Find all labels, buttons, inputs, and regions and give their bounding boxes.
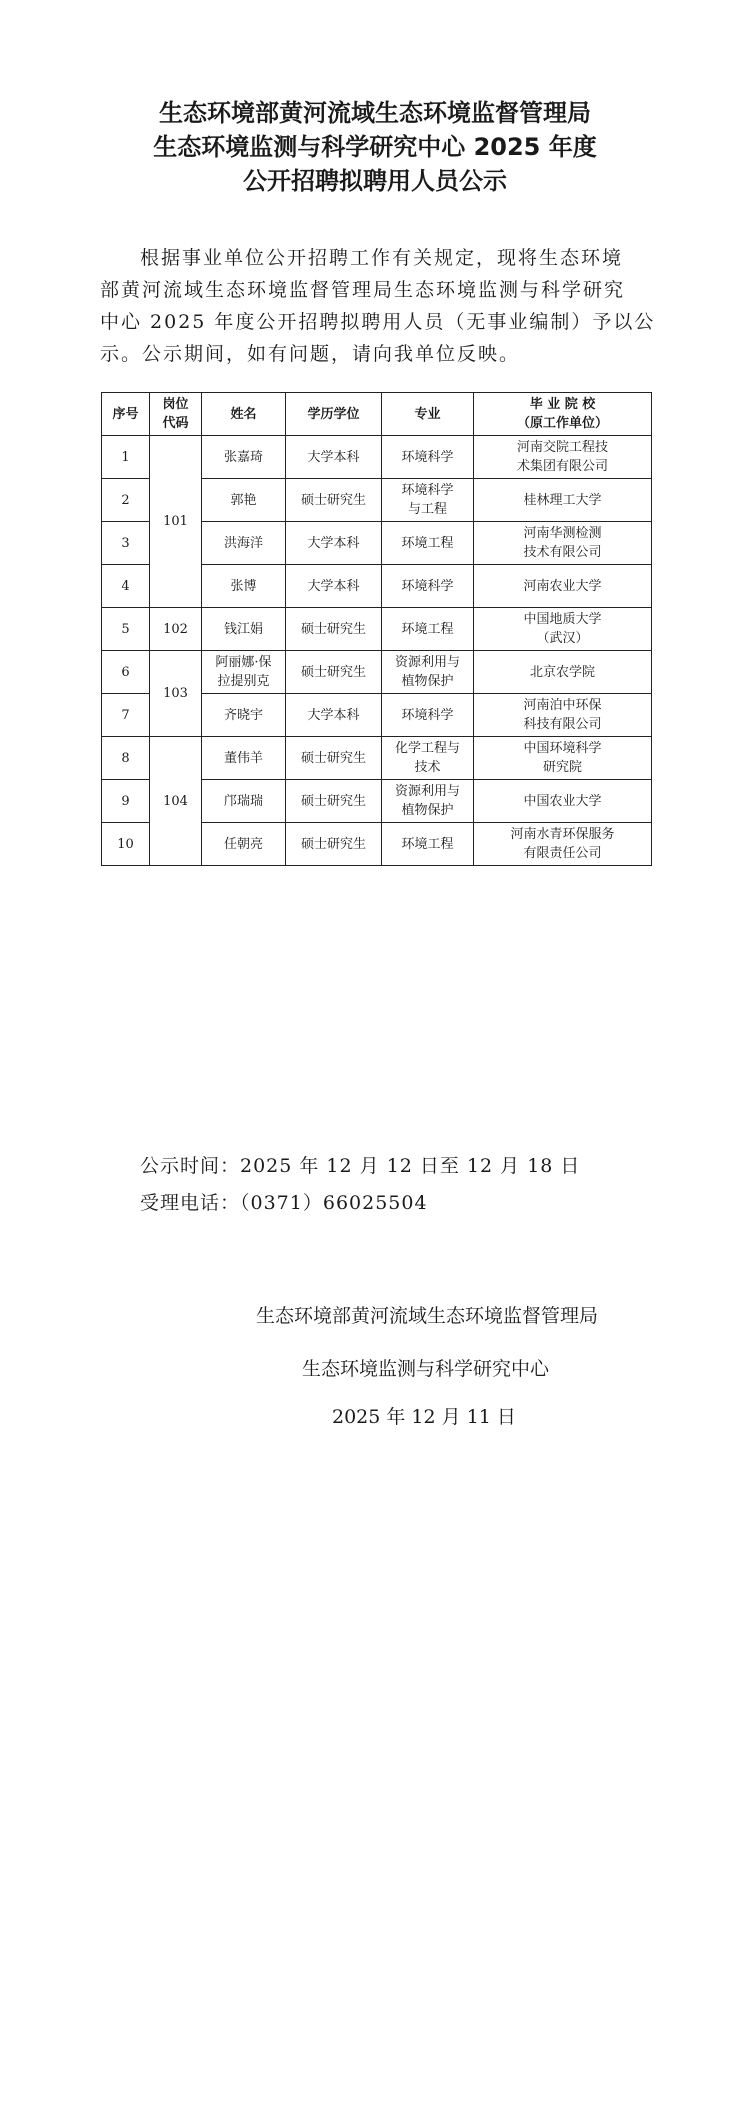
cell-post-text: 102	[163, 621, 188, 637]
cell-major-text: 环境科学	[401, 578, 454, 594]
cell-degree	[286, 522, 382, 565]
cell-post-text: 103	[163, 686, 188, 701]
cell-degree	[286, 694, 382, 737]
cell-seq-text: 2	[121, 492, 130, 508]
cell-major	[382, 565, 474, 608]
cell-seq-text: 10	[117, 836, 134, 852]
cell-school-text: 河南农业大学	[523, 578, 602, 594]
cell-seq-text: 4	[121, 578, 130, 594]
intro-line-1: 根据事业单位公开招聘工作有关规定，现将生态环境	[140, 247, 624, 269]
cell-major	[382, 436, 474, 479]
cell-seq	[102, 651, 150, 694]
cell-name-text: 洪海洋	[223, 535, 263, 551]
cell-name-text: 董伟羊	[223, 750, 263, 766]
cell-post	[150, 436, 202, 608]
cell-school-text: 北京农学院	[529, 664, 595, 680]
cell-school	[474, 522, 652, 565]
cell-seq	[102, 694, 150, 737]
cell-major-text: 环境工程	[401, 836, 454, 852]
cell-post-text: 104	[163, 793, 188, 809]
cell-degree-text: 大学本科	[307, 707, 360, 723]
cell-school-text: 河南泊中环保 科技有限公司	[523, 698, 602, 732]
table-row	[102, 608, 652, 651]
cell-seq-text: 8	[121, 750, 130, 766]
cell-school-text: 桂林理工大学	[523, 492, 602, 508]
announcement-period: 公示时间：2025 年 12 月 12 日至 12 月 18 日	[140, 1155, 581, 1177]
table-row	[102, 651, 652, 694]
cell-name-text: 郭艳	[230, 492, 257, 508]
cell-school	[474, 608, 652, 651]
intro-line-2: 部黄河流域生态环境监督管理局生态环境监测与科学研究	[100, 279, 626, 301]
header-school	[474, 393, 652, 436]
cell-degree	[286, 479, 382, 522]
cell-school	[474, 737, 652, 780]
title-line-1: 生态环境部黄河流域生态环境监督管理局	[159, 99, 591, 127]
cell-seq	[102, 436, 150, 479]
cell-school-text: 中国地质大学 （武汉）	[523, 612, 602, 646]
cell-degree-text: 硕士研究生	[300, 836, 366, 852]
cell-seq-text: 7	[121, 707, 130, 723]
cell-seq	[102, 737, 150, 780]
cell-major-text: 环境科学	[401, 449, 454, 465]
cell-degree-text: 大学本科	[307, 535, 360, 551]
cell-school	[474, 780, 652, 823]
header-school-text: 毕 业 院 校 （原工作单位）	[516, 397, 608, 431]
cell-seq	[102, 780, 150, 823]
cell-major-text: 资源利用与 植物保护	[394, 784, 460, 818]
cell-major-text: 环境科学 与工程	[401, 483, 454, 517]
cell-school-text: 中国环境科学 研究院	[523, 741, 602, 775]
header-degree: 学历学位	[286, 393, 382, 436]
cell-name-text: 齐晓宇	[223, 707, 263, 723]
cell-seq-text: 3	[121, 535, 130, 551]
cell-school-text: 中国农业大学	[523, 793, 602, 809]
cell-school	[474, 565, 652, 608]
signature-org-1: 生态环境部黄河流域生态环境监督管理局	[256, 1305, 599, 1327]
cell-school	[474, 651, 652, 694]
contact-phone: 受理电话：（0371）66025504	[140, 1192, 428, 1214]
table-header-row	[102, 393, 652, 436]
table-row	[102, 436, 652, 479]
cell-seq	[102, 479, 150, 522]
cell-seq-text: 5	[121, 621, 130, 637]
cell-degree-text: 硕士研究生	[300, 664, 366, 680]
table-row	[102, 737, 652, 780]
cell-major	[382, 608, 474, 651]
cell-major	[382, 479, 474, 522]
cell-degree-text: 硕士研究生	[300, 793, 366, 809]
cell-name	[202, 479, 286, 522]
cell-post	[150, 737, 202, 866]
cell-degree-text: 大学本科	[307, 578, 360, 594]
signature-org-2: 生态环境监测与科学研究中心	[302, 1358, 550, 1380]
cell-major	[382, 780, 474, 823]
cell-degree	[286, 608, 382, 651]
cell-seq-text: 1	[121, 449, 130, 465]
cell-degree-text: 硕士研究生	[300, 621, 366, 637]
cell-school-text: 河南华测检测 技术有限公司	[523, 526, 602, 560]
cell-seq	[102, 608, 150, 651]
cell-name	[202, 780, 286, 823]
cell-degree	[286, 737, 382, 780]
cell-seq	[102, 823, 150, 866]
cell-seq	[102, 565, 150, 608]
cell-name	[202, 651, 286, 694]
cell-degree-text: 大学本科	[307, 449, 360, 465]
cell-major-text: 环境工程	[401, 535, 454, 551]
header-post-text: 岗位 代码	[162, 397, 189, 431]
cell-name	[202, 565, 286, 608]
cell-degree-text: 硕士研究生	[300, 750, 366, 766]
cell-school	[474, 479, 652, 522]
hiring-table	[101, 392, 652, 866]
cell-degree-text: 硕士研究生	[300, 492, 366, 508]
cell-degree	[286, 651, 382, 694]
cell-school	[474, 694, 652, 737]
cell-name	[202, 823, 286, 866]
cell-school	[474, 823, 652, 866]
intro-line-4: 示。公示期间，如有问题，请向我单位反映。	[100, 343, 521, 365]
cell-major-text: 化学工程与 技术	[394, 741, 460, 775]
cell-post	[150, 608, 202, 651]
cell-major	[382, 694, 474, 737]
header-post	[150, 393, 202, 436]
cell-name-text: 阿丽娜·保 拉提别克	[215, 655, 272, 689]
title-line-3: 公开招聘拟聘用人员公示	[243, 167, 507, 195]
cell-name-text: 邝瑞瑞	[223, 793, 263, 809]
cell-name-text: 任朝亮	[223, 836, 263, 852]
title-line-2: 生态环境监测与科学研究中心 2025 年度	[153, 133, 597, 161]
cell-degree	[286, 436, 382, 479]
cell-name	[202, 694, 286, 737]
cell-post-text: 101	[163, 514, 188, 529]
cell-major	[382, 651, 474, 694]
cell-name-text: 钱江娟	[223, 621, 263, 637]
cell-degree	[286, 780, 382, 823]
header-major: 专业	[382, 393, 474, 436]
header-name: 姓名	[202, 393, 286, 436]
table-body	[102, 436, 652, 866]
cell-seq-text: 9	[121, 793, 130, 809]
intro-line-3: 中心 2025 年度公开招聘拟聘用人员（无事业编制）予以公	[100, 311, 656, 333]
cell-major	[382, 522, 474, 565]
cell-seq	[102, 522, 150, 565]
cell-school	[474, 436, 652, 479]
cell-school-text: 河南交院工程技 术集团有限公司	[516, 440, 608, 474]
cell-school-text: 河南水青环保服务 有限责任公司	[510, 827, 615, 861]
cell-major-text: 资源利用与 植物保护	[394, 655, 460, 689]
cell-major	[382, 823, 474, 866]
cell-major-text: 环境科学	[401, 707, 454, 723]
cell-name-text: 张嘉琦	[223, 449, 263, 465]
cell-post	[150, 651, 202, 737]
cell-degree	[286, 823, 382, 866]
intro-paragraph	[100, 242, 656, 370]
cell-name	[202, 737, 286, 780]
cell-major	[382, 737, 474, 780]
header-seq: 序号	[102, 393, 150, 436]
signature-date: 2025 年 12 月 11 日	[332, 1406, 516, 1428]
cell-seq-text: 6	[121, 664, 130, 680]
cell-name	[202, 522, 286, 565]
cell-name	[202, 436, 286, 479]
cell-major-text: 环境工程	[401, 621, 454, 637]
cell-name	[202, 608, 286, 651]
cell-degree	[286, 565, 382, 608]
cell-name-text: 张博	[230, 578, 257, 594]
